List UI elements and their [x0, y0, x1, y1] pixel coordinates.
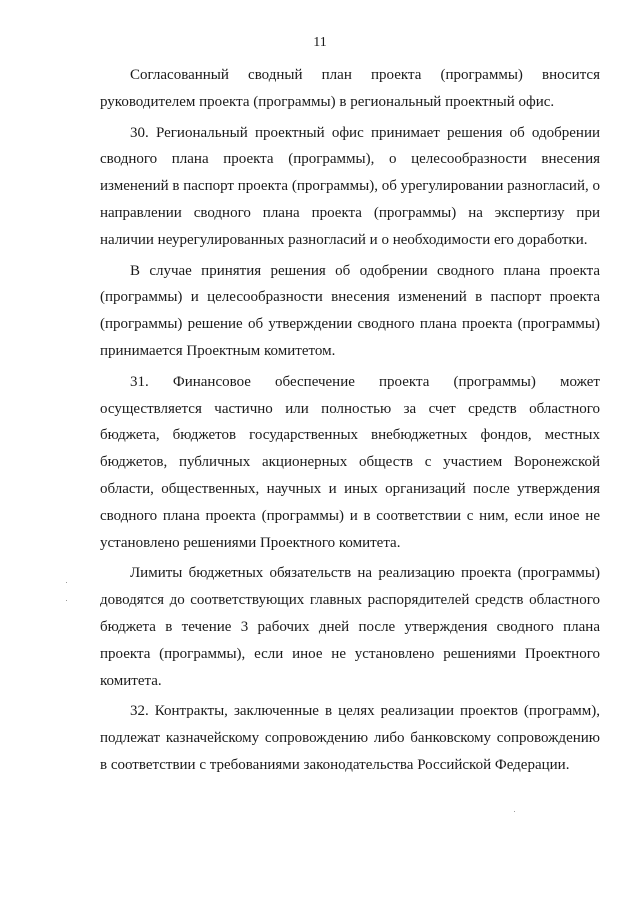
scan-speck — [66, 582, 67, 583]
paragraph-32: 32. Контракты, заключенные в целях реализации проектов (программ), подлежат казначейскому сопровождению либо банковскому сопровождению в соответствии с требованиями законодательства Российской Федерации. — [100, 703, 600, 773]
paragraph-31: 31. Финансовое обеспечение проекта (программы) может осуществляется частично или полностью за счет средств областного бюджета, бюджетов государственных внебюджетных фондов, местных бюджетов, публичных акционерных обществ с участием Воронежской области, общественных, научных и иных организаций после утверждения сводного плана проекта (программы) и в соответствии с ним, если иное не установлено решениями Проектного комитета. — [100, 373, 600, 551]
paragraph-30-approval: В случае принятия решения об одобрении сводного плана проекта (программы) и целесообразности внесения изменений в паспорт проекта (программы) решение об утверждении сводного плана проекта (программы) принимается Проектным комитетом. — [100, 262, 600, 359]
document-body — [100, 62, 600, 783]
scan-speck — [514, 811, 515, 812]
paragraph-approved-plan: Согласованный сводный план проекта (программы) вносится руководителем проекта (программы) в региональный проектный офис. — [100, 67, 600, 110]
scan-speck — [66, 600, 67, 601]
paragraph-31-limits: Лимиты бюджетных обязательств на реализацию проекта (программы) доводятся до соответствующих главных распорядителей средств областного бюджета в течение 3 рабочих дней после утверждения сводного плана проекта (программы), если иное не установлено решениями Проектного комитета. — [100, 565, 600, 689]
page-number: 11 — [313, 35, 327, 50]
paragraph-30: 30. Региональный проектный офис принимает решения об одобрении сводного плана проекта (программы), о целесообразности внесения изменений в паспорт проекта (программы), об урегулировании разногласий, о направлении сводного плана проекта (программы) на экспертизу при наличии неурегулированных разногласий и о необходимости его доработки. — [100, 124, 600, 248]
